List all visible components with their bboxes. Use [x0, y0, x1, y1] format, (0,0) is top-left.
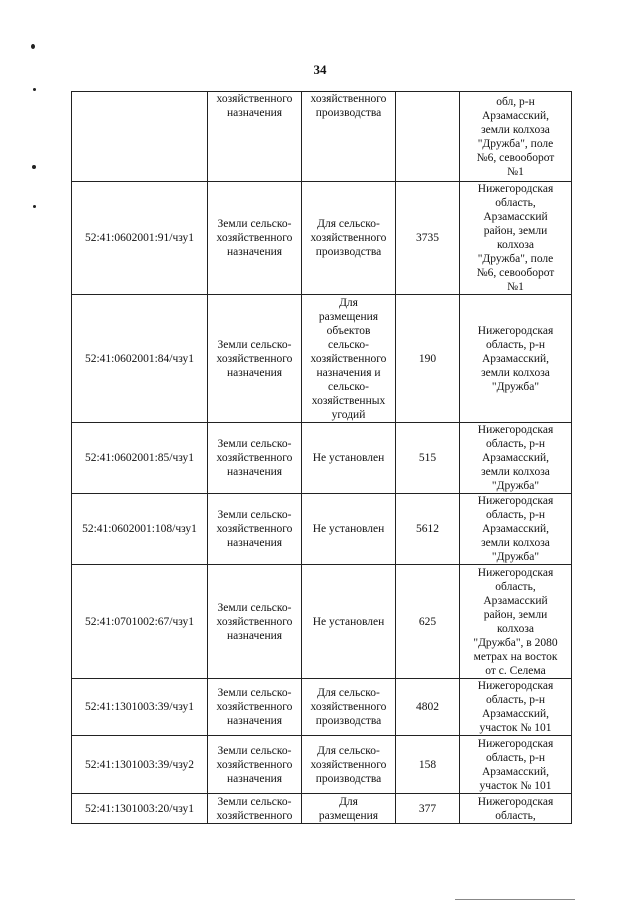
- scan-speck: [33, 88, 36, 91]
- table-row: [72, 794, 572, 824]
- land-category-cell: Земли сельско- хозяйственного: [208, 794, 302, 824]
- table-row: [72, 423, 572, 494]
- area-cell: 4802: [396, 679, 460, 736]
- scan-speck: [33, 205, 36, 208]
- area-cell: 377: [396, 794, 460, 824]
- cadastral-number-cell: [72, 92, 208, 182]
- permitted-use-cell: Для размещения: [302, 794, 396, 824]
- cadastral-number-cell: 52:41:0602001:84/чзу1: [72, 295, 208, 423]
- permitted-use-cell: Для сельско- хозяйственного производства: [302, 736, 396, 794]
- table-row: [72, 182, 572, 295]
- page-number: 34: [313, 62, 327, 77]
- land-category-cell: хозяйственного назначения: [208, 92, 302, 182]
- cadastral-number-cell: 52:41:1301003:39/чзу1: [72, 679, 208, 736]
- cadastral-number-cell: 52:41:1301003:20/чзу1: [72, 794, 208, 824]
- land-category-cell: Земли сельско- хозяйственного назначения: [208, 295, 302, 423]
- land-category-cell: Земли сельско- хозяйственного назначения: [208, 679, 302, 736]
- permitted-use-cell: Не установлен: [302, 494, 396, 565]
- cadastral-number-cell: 52:41:0602001:91/чзу1: [72, 182, 208, 295]
- scan-speck: [31, 44, 35, 49]
- cadastral-number-cell: 52:41:0701002:67/чзу1: [72, 565, 208, 679]
- cadastral-number-cell: 52:41:0602001:108/чзу1: [72, 494, 208, 565]
- land-category-cell: Земли сельско- хозяйственного назначения: [208, 736, 302, 794]
- area-cell: 5612: [396, 494, 460, 565]
- address-cell: Нижегородская область, р-н Арзамасский, земли колхоза "Дружба": [460, 494, 572, 565]
- land-category-cell: Земли сельско- хозяйственного назначения: [208, 182, 302, 295]
- permitted-use-cell: Для размещения объектов сельско- хозяйственного назначения и сельско- хозяйственных угодий: [302, 295, 396, 423]
- land-category-cell: Земли сельско- хозяйственного назначения: [208, 494, 302, 565]
- land-category-cell: Земли сельско- хозяйственного назначения: [208, 423, 302, 494]
- land-category-cell: Земли сельско- хозяйственного назначения: [208, 565, 302, 679]
- address-cell: Нижегородская область, р-н Арзамасский, земли колхоза "Дружба": [460, 423, 572, 494]
- table-row: [72, 736, 572, 794]
- area-cell: [396, 92, 460, 182]
- table-row: [72, 679, 572, 736]
- permitted-use-cell: Для сельско- хозяйственного производства: [302, 679, 396, 736]
- cadastral-number-cell: 52:41:1301003:39/чзу2: [72, 736, 208, 794]
- table-row: [72, 565, 572, 679]
- address-cell: Нижегородская область, р-н Арзамасский, участок № 101: [460, 679, 572, 736]
- address-cell: Нижегородская область, р-н Арзамасский, земли колхоза "Дружба": [460, 295, 572, 423]
- table-row: [72, 295, 572, 423]
- area-cell: 515: [396, 423, 460, 494]
- table-row: [72, 92, 572, 182]
- permitted-use-cell: Не установлен: [302, 565, 396, 679]
- address-cell: Нижегородская область, Арзамасский район, земли колхоза "Дружба", поле №6, севооборот №1: [460, 182, 572, 295]
- cadastral-number-cell: 52:41:0602001:85/чзу1: [72, 423, 208, 494]
- permitted-use-cell: Для сельско- хозяйственного производства: [302, 182, 396, 295]
- permitted-use-cell: Не установлен: [302, 423, 396, 494]
- address-cell: обл, р-н Арзамасский, земли колхоза "Дружба", поле №6, севооборот №1: [460, 92, 572, 182]
- area-cell: 190: [396, 295, 460, 423]
- scan-speck: [32, 165, 36, 169]
- table-row: [72, 494, 572, 565]
- area-cell: 158: [396, 736, 460, 794]
- area-cell: 625: [396, 565, 460, 679]
- address-cell: Нижегородская область, р-н Арзамасский, участок № 101: [460, 736, 572, 794]
- address-cell: Нижегородская область,: [460, 794, 572, 824]
- land-plots-table: [71, 91, 572, 824]
- permitted-use-cell: хозяйственного производства: [302, 92, 396, 182]
- bottom-rule: [455, 899, 575, 900]
- area-cell: 3735: [396, 182, 460, 295]
- address-cell: Нижегородская область, Арзамасский район, земли колхоза "Дружба", в 2080 метрах на восток от с. Селема: [460, 565, 572, 679]
